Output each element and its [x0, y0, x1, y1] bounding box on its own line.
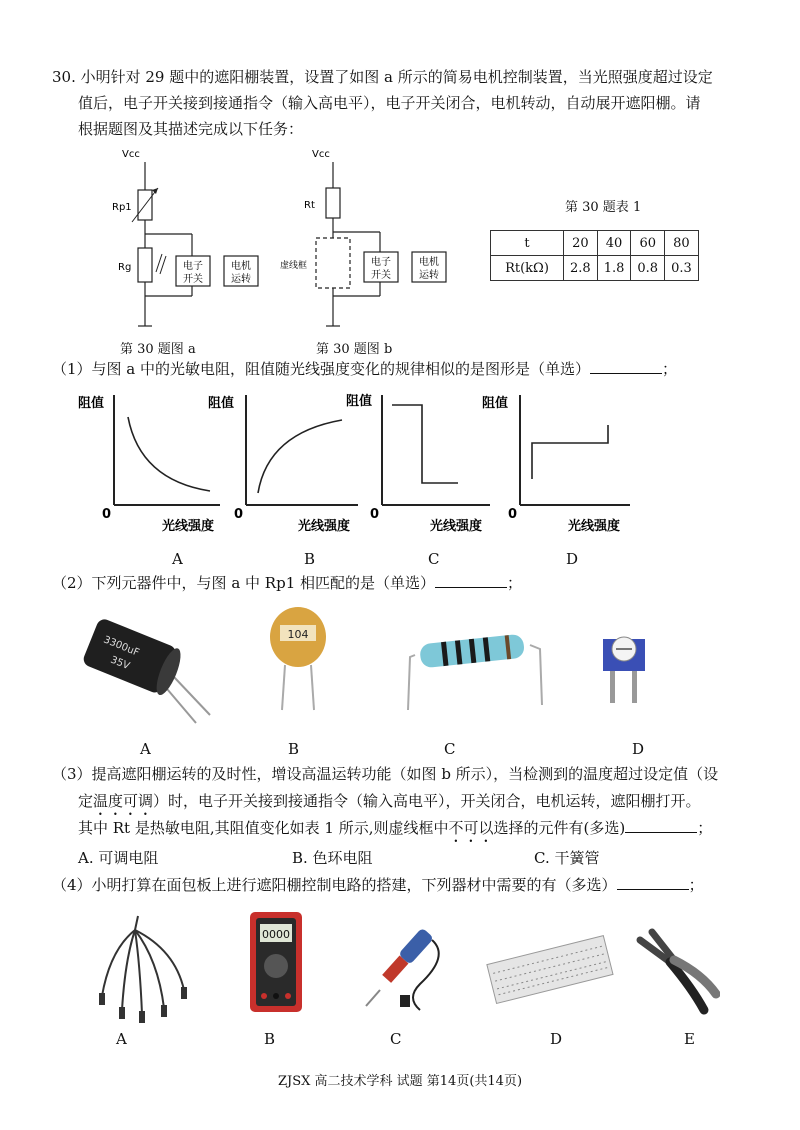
table-cell: 60	[631, 231, 665, 256]
graph-a-origin: 0	[102, 507, 112, 522]
table-cell: t	[491, 231, 564, 256]
fig-a-rp1-label: Rp1	[112, 202, 132, 213]
color-ring-resistor-image	[408, 634, 542, 710]
components-images	[70, 605, 690, 735]
graph-option-d[interactable]: D	[566, 550, 579, 568]
graph-option-a[interactable]: A	[172, 550, 183, 568]
table-row	[491, 231, 699, 256]
graph-b	[208, 395, 358, 534]
fig-a-caption: 第 30 题图 a	[120, 342, 196, 357]
question-line-2: 值后，电子开关接到接通指令（输入高电平），电子开关闭合，电机转动，自动展开遮阳棚。请	[78, 94, 701, 112]
ceramic-capacitor-text: 104	[287, 628, 309, 641]
graph-d-xlabel: 光线强度	[568, 519, 621, 534]
graph-d	[482, 395, 630, 534]
tool-option-c[interactable]: C	[390, 1030, 402, 1048]
graph-a-ylabel: 阻值	[78, 396, 105, 411]
q1-text	[52, 356, 677, 382]
thermistor-table	[490, 230, 699, 281]
q3-end: ；	[697, 819, 713, 837]
fig-b-dashed-label: 虚线框	[280, 261, 308, 271]
fig-a-switch-label-2: 开关	[183, 274, 203, 285]
q4-answer-blank[interactable]	[617, 874, 689, 890]
graph-c-ylabel: 阻值	[346, 394, 373, 409]
graph-c	[346, 393, 490, 534]
capacitor-text-2: 35V	[108, 654, 132, 673]
q3-line-1: （3）提高遮阳棚运转的及时性，增设高温运转功能（如图 b 所示），当检测到的温度超过设定值（设	[52, 765, 719, 783]
graph-c-origin: 0	[370, 507, 380, 522]
question-line-3: 根据题图及其描述完成以下任务：	[78, 120, 304, 138]
circuit-figure-a	[100, 140, 280, 340]
resistance-graphs	[70, 385, 650, 540]
fig-b-motor-label-2: 运转	[419, 270, 439, 281]
fig-a-motor-label-2: 运转	[231, 274, 251, 285]
table-cell: 0.8	[631, 256, 665, 281]
q3-option-c[interactable]: C. 干簧管	[534, 849, 600, 867]
table-cell: 80	[665, 231, 699, 256]
table-cell: 1.8	[597, 256, 631, 281]
q3-line-3a: 其中 Rt 是热敏电阻,其阻值变化如表 1 所示,则虚线框中	[78, 819, 449, 837]
q3-option-a[interactable]: A. 可调电阻	[78, 849, 159, 867]
q3-line-3c: 选择的元件有(多选)	[493, 819, 626, 837]
q3-emphasis-cannot: 不可以	[448, 819, 494, 837]
rg-photoresistor	[138, 248, 152, 282]
table-cell: 40	[597, 231, 631, 256]
component-option-b[interactable]: B	[288, 740, 300, 758]
fig-b-motor-label-1: 电机	[419, 257, 439, 268]
graph-b-origin: 0	[234, 507, 244, 522]
fig-b-vcc: Vcc	[312, 149, 330, 160]
multimeter-image	[250, 912, 302, 1012]
q2-prompt: （2）下列元器件中，与图 a 中 Rp1 相匹配的是（单选）	[52, 574, 436, 592]
q2-text	[52, 570, 522, 596]
tools-images	[80, 910, 720, 1025]
circuit-figure-b	[280, 140, 470, 340]
table-cell: 2.8	[564, 256, 598, 281]
q4-prompt: （4）小明打算在面包板上进行遮阳棚控制电路的搭建，下列器材中需要的有（多选）	[52, 876, 617, 894]
tool-option-b[interactable]: B	[264, 1030, 276, 1048]
q4-end: ；	[688, 876, 704, 894]
q2-end: ；	[507, 574, 523, 592]
jumper-wires-image	[100, 916, 186, 1022]
graph-b-xlabel: 光线强度	[298, 519, 351, 534]
fig-a-switch-label-1: 电子	[183, 261, 203, 272]
table1-caption: 第 30 题表 1	[565, 200, 642, 215]
graph-d-ylabel: 阻值	[482, 396, 509, 411]
component-option-a[interactable]: A	[140, 740, 151, 758]
table-cell: Rt(kΩ)	[491, 256, 564, 281]
question-line-1: 30. 小明针对 29 题中的遮阳棚装置，设置了如图 a 所示的简易电机控制装置，当光照强度超过设定	[52, 68, 713, 86]
q3-line-3	[78, 815, 712, 846]
page-footer: ZJSX 高二技术学科 试题 第14页(共14页)	[277, 1074, 523, 1089]
graph-d-origin: 0	[508, 507, 518, 522]
fig-b-switch-label-1: 电子	[371, 257, 391, 268]
dashed-box	[316, 238, 350, 288]
table-cell: 20	[564, 231, 598, 256]
trimmer-potentiometer-image	[603, 637, 645, 703]
q3-answer-blank[interactable]	[625, 817, 697, 833]
component-option-c[interactable]: C	[444, 740, 456, 758]
q4-text	[52, 872, 704, 898]
graph-c-xlabel: 光线强度	[430, 519, 483, 534]
electrolytic-capacitor-image	[81, 617, 210, 723]
graph-a-xlabel: 光线强度	[162, 519, 215, 534]
fig-b-rt-label: Rt	[304, 200, 315, 211]
table-row	[491, 256, 699, 281]
graph-option-b[interactable]: B	[304, 550, 316, 568]
q3-line-2a: 定	[78, 792, 94, 810]
q3-line-2c: ）时，电子开关接到接通指令（输入高电平），开关闭合，电机运转，遮阳棚打开。	[153, 792, 701, 810]
soldering-iron-image	[366, 927, 439, 1010]
graph-a	[78, 395, 220, 534]
q1-prompt: （1）与图 a 中的光敏电阻，阻值随光线强度变化的规律相似的是图形是（单选）	[52, 360, 591, 378]
fig-a-vcc: Vcc	[122, 149, 140, 160]
q2-answer-blank[interactable]	[435, 572, 507, 588]
table-cell: 0.3	[665, 256, 699, 281]
rt-thermistor	[326, 188, 340, 218]
fig-a-rg-label: Rg	[118, 262, 132, 273]
capacitor-text-1: 3300uF	[101, 634, 141, 659]
breadboard-image	[487, 936, 613, 1004]
pliers-image	[640, 932, 716, 1010]
tool-option-e[interactable]: E	[684, 1030, 695, 1048]
q3-option-b[interactable]: B. 色环电阻	[292, 849, 373, 867]
multimeter-display: 0000	[262, 928, 290, 941]
tool-option-d[interactable]: D	[550, 1030, 563, 1048]
q1-end: ；	[662, 360, 678, 378]
graph-option-c[interactable]: C	[428, 550, 440, 568]
component-option-d[interactable]: D	[632, 740, 645, 758]
fig-b-caption: 第 30 题图 b	[316, 342, 393, 357]
tool-option-a[interactable]: A	[116, 1030, 127, 1048]
fig-a-motor-label-1: 电机	[231, 261, 251, 272]
ceramic-capacitor-image	[270, 607, 326, 710]
q3-emphasis-adjustable: 温度可调	[93, 792, 154, 810]
fig-b-switch-label-2: 开关	[371, 270, 391, 281]
graph-b-ylabel: 阻值	[208, 396, 235, 411]
q1-answer-blank[interactable]	[590, 358, 662, 374]
